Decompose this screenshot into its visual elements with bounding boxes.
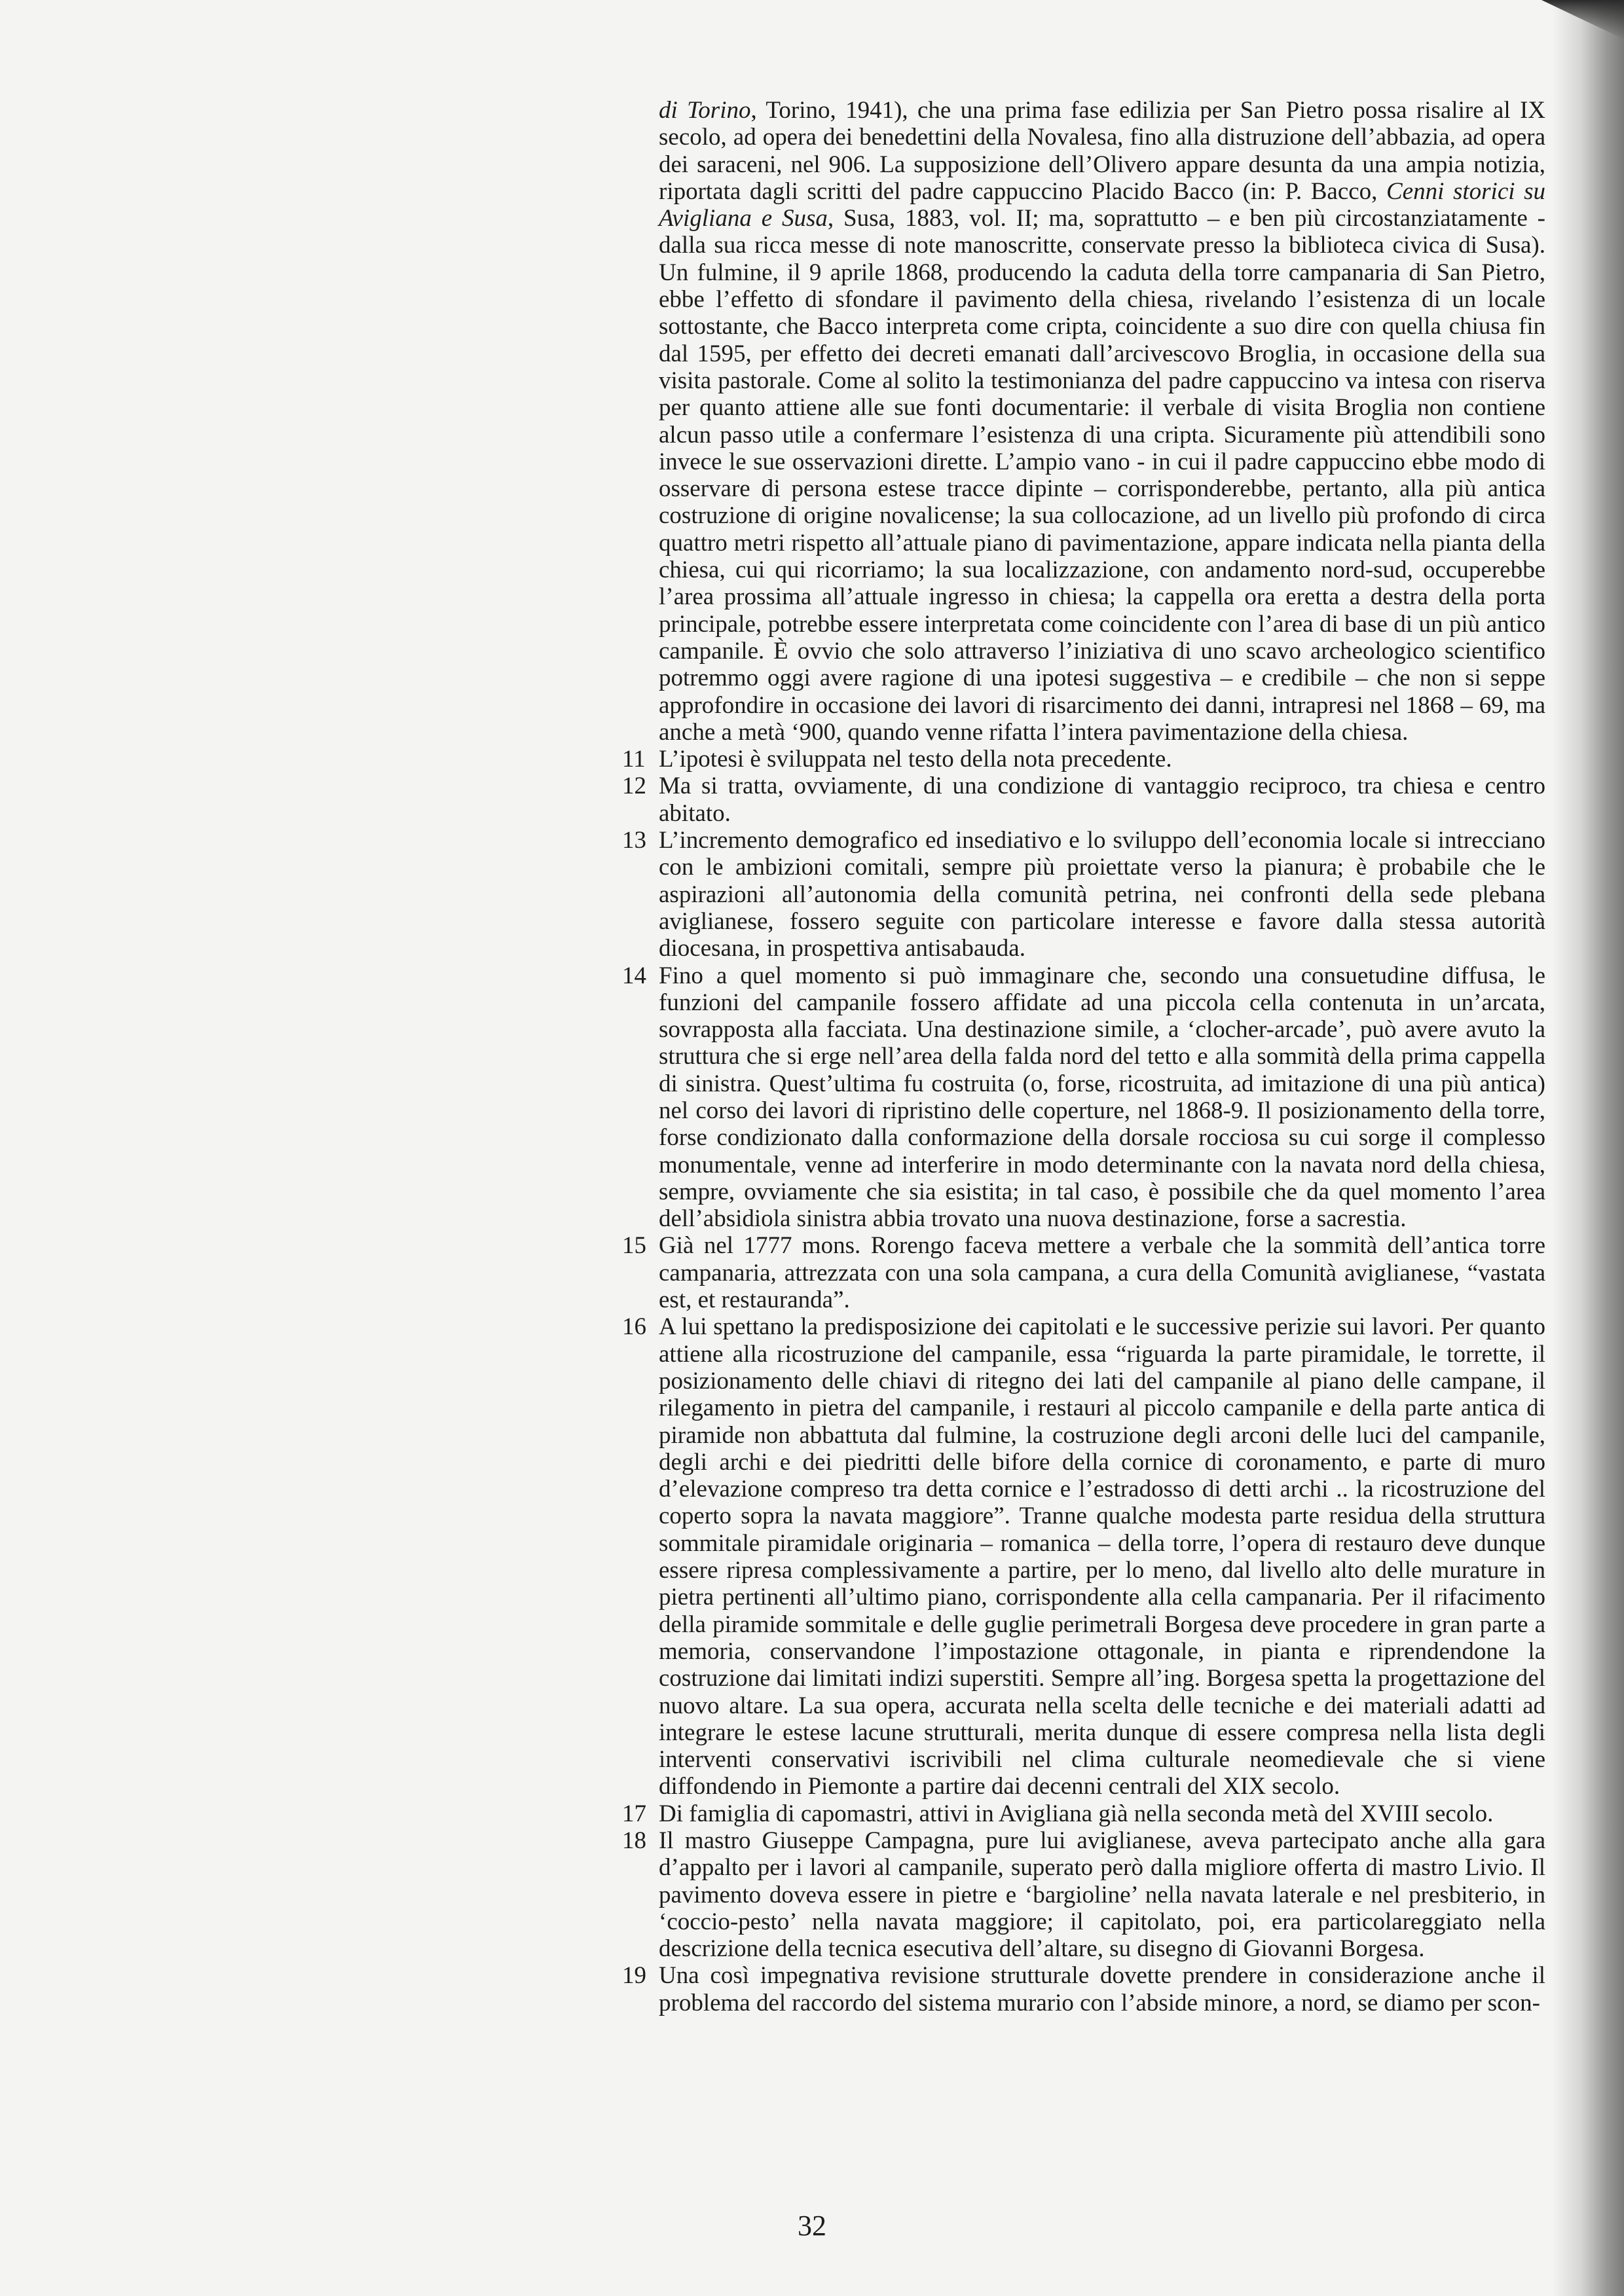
- footnote: [622, 1313, 1545, 1800]
- footnotes-column: [622, 97, 1545, 2016]
- footnote-text: Di famiglia di capomastri, attivi in Avigliana già nella seconda metà del XVIII secolo.: [659, 1800, 1494, 1827]
- footnote: [622, 1232, 1545, 1313]
- footnote-number: 18: [622, 1827, 646, 1854]
- footnote-number: 16: [622, 1313, 646, 1341]
- footnote: [622, 962, 1545, 1233]
- footnote-number: 11: [622, 746, 646, 773]
- footnote-text: Il mastro Giuseppe Campagna, pure lui aviglianese, aveva partecipato anche alla gara d’appalto per i lavori al campanile, superato però dalla migliore offerta di mastro Livio. Il pavimento doveva essere in pietre e ‘bargioline’ nella navata laterale e nel presbiterio, in ‘coccio-pesto’ nella navata maggiore; il capitolato, poi, era particolareggiato nella descrizione della tecnica esecutiva dell’altare, su disegno di Giovanni Borgesa.: [659, 1827, 1545, 1963]
- footnote-text: L’incremento demografico ed insediativo e lo sviluppo dell’economia locale si intrecciano con le ambizioni comitali, sempre più proiettate verso la pianura; è probabile che le aspirazioni all’autonomia della comunità petrina, nei confronti della sede plebana aviglianese, fossero seguite con particolare interesse e favore dalla stessa autorità diocesana, in prospettiva antisabauda.: [659, 827, 1545, 962]
- page-edge-shadow: [1552, 0, 1624, 2296]
- footnote-number: 17: [622, 1800, 646, 1827]
- footnote: [622, 1800, 1545, 1827]
- lead-text-2: , Susa, 1883, vol. II; ma, soprattutto – e ben più circostanziatamente - dalla sua ricca messe di note manoscritte, conservate presso la biblioteca civica di Susa). Un fulmine, il 9 aprile 1868, producendo la caduta della torre campanaria di San Pietro, ebbe l’effetto di sfondare il pavimento della chiesa, rivelando l’esistenza di un locale sottostante, che Bacco interpreta come cripta, coincidente a suo dire con quella chiusa fin dal 1595, per effetto dei decreti emanati dall’arcivescovo Broglia, in occasione della sua visita pastorale. Come al solito la testimonianza del padre cappuccino va intesa con riserva per quanto attiene alle sue fonti documentarie: il verbale di visita Broglia non contiene alcun passo utile a confermare l’esistenza di una cripta. Sicuramente più attendibili sono invece le sue osservazioni dirette. L’ampio vano - in cui il padre cappuccino ebbe modo di osservare di persona estese tracce dipinte – corrisponderebbe, pertanto, alla più antica costruzione di origine novalicense; la sua collocazione, ad un livello più profondo di circa quattro metri rispetto all’attuale piano di pavimentazione, appare indicata nella pianta della chiesa, cui qui ricorriamo; la sua localizzazione, con andamento nord-sud, occuperebbe l’area prossima all’attuale ingresso in chiesa; la cappella ora eretta a destra della porta principale, potrebbe essere interpretata come coincidente con l’area di base di un più antico campanile. È ovvio che solo attraverso l’iniziativa di uno scavo archeologico scientifico potremmo oggi avere ragione di una ipotesi suggestiva – e credibile – che non si seppe approfondire in occasione dei lavori di risarcimento dei danni, intrapresi nel 1868 – 69, ma anche a metà ‘900, quando venne rifatta l’intera pavimentazione della chiesa.: [659, 205, 1545, 746]
- footnote-number: 15: [622, 1232, 646, 1260]
- note-10-continuation: [622, 97, 1545, 746]
- footnote-number: 19: [622, 1962, 646, 1990]
- footnote-number: 14: [622, 962, 646, 989]
- footnote-text: Ma si tratta, ovviamente, di una condizione di vantaggio reciproco, tra chiesa e centro abitato.: [659, 773, 1545, 827]
- footnote-number: 13: [622, 827, 646, 854]
- italic-title: di Torino: [659, 97, 751, 124]
- footnote: [622, 827, 1545, 962]
- page-number: 32: [798, 2210, 826, 2242]
- footnote-text: Una così impegnativa revisione strutturale dovette prendere in considerazione anche il problema del raccordo del sistema murario con l’abside minore, a nord, se diamo per scon-: [659, 1962, 1545, 2016]
- italic-book-title: Cenni storici su Avigliana e Susa: [659, 177, 1545, 232]
- footnote-text: L’ipotesi è sviluppata nel testo della nota precedente.: [659, 746, 1172, 773]
- footnote-number: 12: [622, 773, 646, 800]
- footnote: [622, 746, 1545, 773]
- lead-text-1: , Torino, 1941), che una prima fase edilizia per San Pietro possa risalire al IX secolo, ad opera dei benedettini della Novalesa, fino alla distruzione dell’abbazia, ad opera dei saraceni, nel 906. La supposizione dell’Olivero appare desunta da una ampia notizia, riportata dagli scritti del padre cappuccino Placido Bacco (in: P. Bacco,: [659, 97, 1546, 205]
- footnote-text: A lui spettano la predisposizione dei capitolati e le successive perizie sui lavori. Per quanto attiene alla ricostruzione del campanile, essa “riguarda la parte piramidale, le torrette, il posizionamento delle chiavi di ritegno dei lati del campanile al piano delle campane, il rilegamento in pietra del campanile, i restauri al piccolo campanile e della parte antica di piramide non abbattuta dal fulmine, la costruzione degli arconi delle luci del campanile, degli archi e dei piedritti delle bifore della cornice di coronamento, e parte di muro d’elevazione compreso tra detta cornice e l’estradosso di detti archi .. la ricostruzione del coperto sopra la navata maggiore”. Tranne qualche modesta parte residua della struttura sommitale piramidale originaria – romanica – della torre, l’opera di restauro deve dunque essere ripresa complessivamente a partire, per lo meno, dal livello alto delle murature in pietra pertinenti all’ultimo piano, corrispondente alla cella campanaria. Per il rifacimento della piramide sommitale e delle guglie perimetrali Borgesa deve procedere in gran parte a memoria, conservandone l’impostazione ottagonale, in pianta e riprendendone la costruzione dai limitati indizi superstiti. Sempre all’ing. Borgesa spetta la progettazione del nuovo altare. La sua opera, accurata nella scelta delle tecniche e dei materiali adatti ad integrare le estese lacune strutturali, merita dunque di essere compresa nella lista degli interventi conservativi iscrivibili nel clima culturale neomedievale che si viene diffondendo in Piemonte a partire dai decenni centrali del XIX secolo.: [659, 1313, 1545, 1800]
- footnote: [622, 1827, 1545, 1962]
- footnote: [622, 773, 1545, 827]
- footnote-text: Già nel 1777 mons. Rorengo faceva mettere a verbale che la sommità dell’antica torre campanaria, attrezzata con una sola campana, a cura della Comunità aviglianese, “vastata est, et restauranda”.: [659, 1232, 1545, 1314]
- footnote-text: Fino a quel momento si può immaginare che, secondo una consuetudine diffusa, le funzioni del campanile fossero affidate ad una piccola cella contenuta in un’arcata, sovrapposta alla facciata. Una destinazione simile, a ‘clocher-arcade’, può avere avuto la struttura che si erge nell’area della falda nord del tetto e alla sommità della prima cappella di sinistra. Quest’ultima fu costruita (o, forse, ricostruita, ad imitazione di una più antica) nel corso dei lavori di ripristino delle coperture, nel 1868-9. Il posizionamento della torre, forse condizionato dalla conformazione della dorsale rocciosa su cui sorge il complesso monumentale, venne ad interferire in modo determinante con la navata nord della chiesa, sempre, ovviamente che sia esistita; in tal caso, è possibile che da quel momento l’area dell’absidiola sinistra abbia trovato una nuova destinazione, forse a sacrestia.: [659, 962, 1545, 1233]
- footnote: [622, 1962, 1545, 2016]
